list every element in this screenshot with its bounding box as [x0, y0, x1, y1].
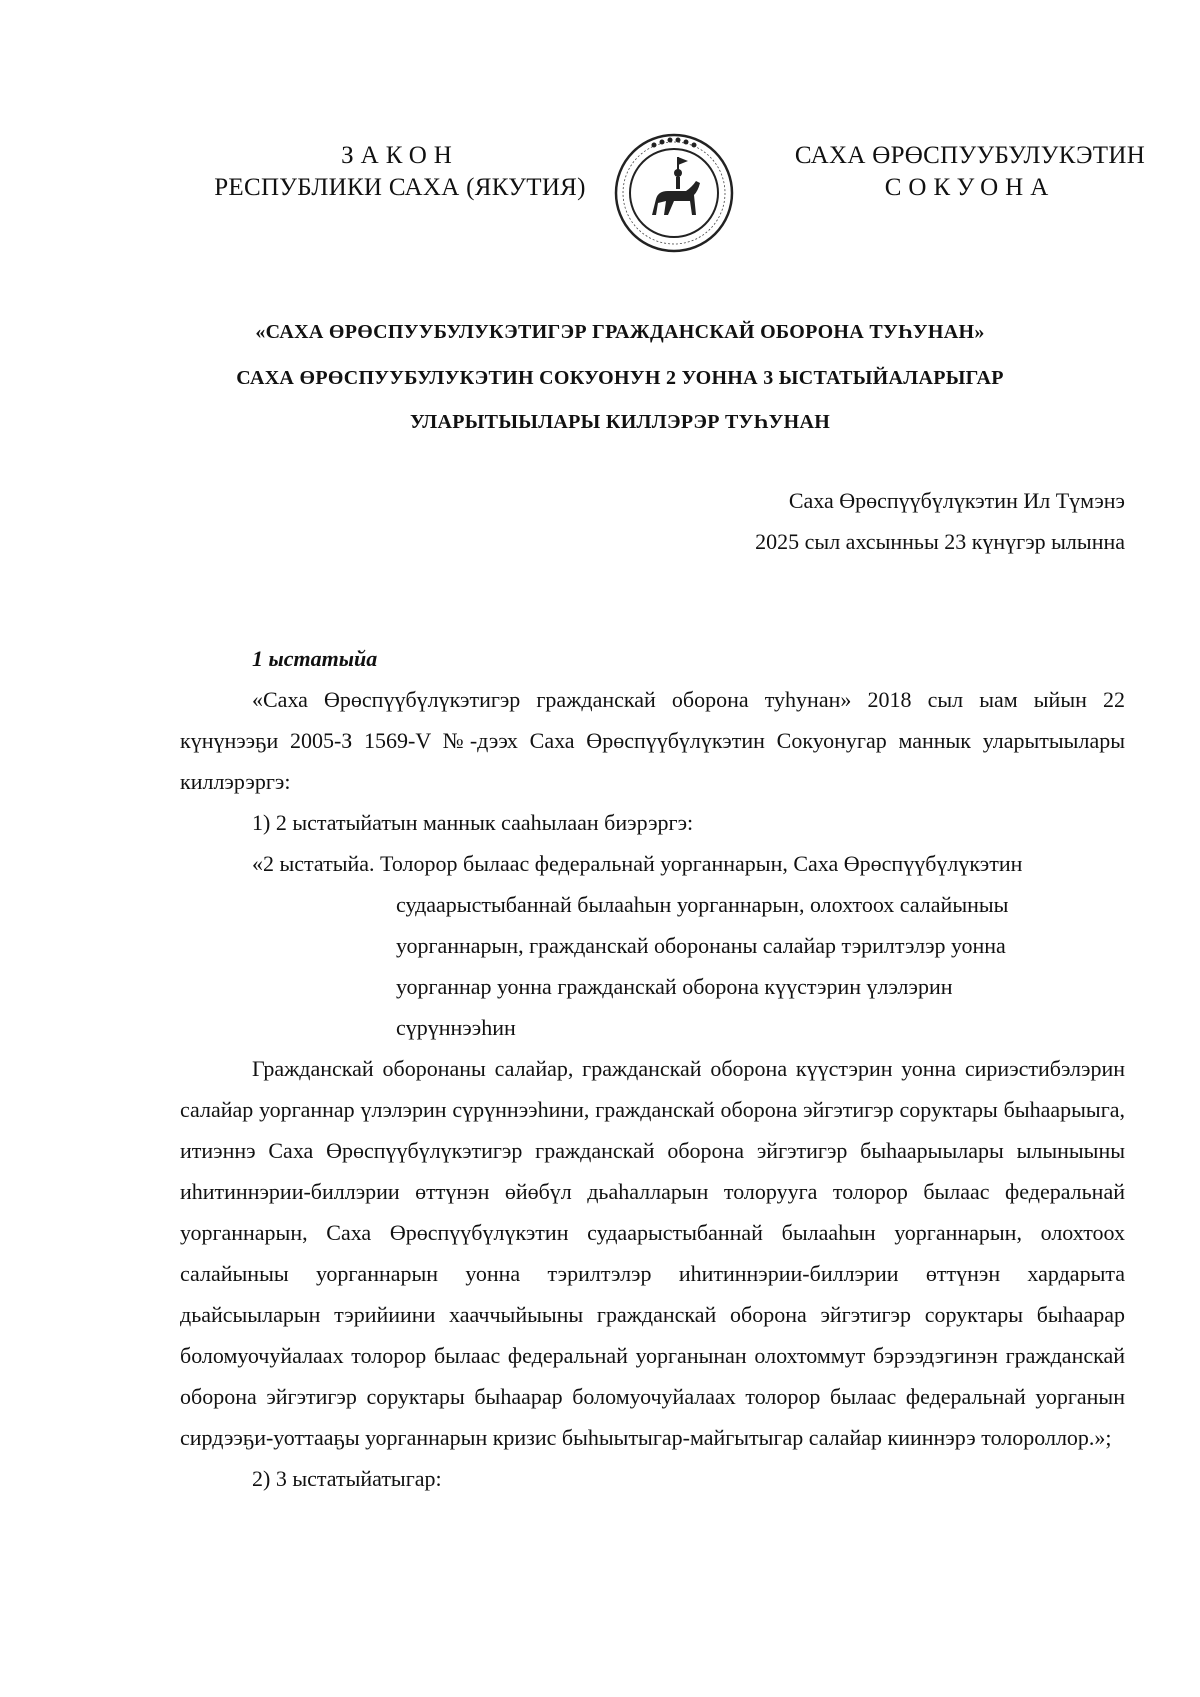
list-item-1: 1) 2 ыстатыйатын маннык сааһылаан биэрэргэ:: [252, 810, 694, 835]
law-label-sakha: СОКУОНА: [884, 174, 1056, 201]
document-body: [180, 638, 1125, 1499]
republic-name-sakha: САХА ӨРӨСПУУБУЛУКЭТИН: [794, 142, 1146, 169]
adoption-date: 2025 сыл ахсынньы 23 күнүгэр ылынна: [755, 529, 1125, 554]
header-left-block: [200, 140, 600, 204]
quote-first-line: «2 ыстатыйа. Толорор былаас федеральнай уорганнарын, Саха Өрөспүүбүлүкэтин: [252, 851, 1023, 876]
quote-line: сүрүннээһин: [396, 1015, 516, 1040]
quote-line: судаарыстыбаннай былааһын уорганнарын, олохтоох салайыныы: [396, 892, 1009, 917]
article-intro: «Саха Өрөспүүбүлүкэтигэр гражданскай оборона туһунан» 2018 сыл ыам ыйын 22 күнүнээҕи 2005-З 1569-V №-дээх Саха Өрөспүүбүлүкэтин Сокуонугар маннык уларытыылары киллэрэргэ:: [180, 687, 1125, 794]
title-line-3: УЛАРЫТЫЫЛАРЫ КИЛЛЭРЭР ТУҺУНАН: [409, 411, 831, 433]
title-line-2: САХА ӨРӨСПУУБУЛУКЭТИН СОКУОНУН 2 УОННА 3 ЫСТАТЫЙАЛАРЫГАР: [236, 367, 1004, 389]
republic-name-russian: РЕСПУБЛИКИ САХА (ЯКУТИЯ): [214, 174, 586, 201]
law-label: ЗАКОН: [341, 142, 459, 169]
quote-line: уорганнарын, гражданскай оборонаны салайар тэрилтэлэр уонна: [396, 933, 1006, 958]
sakha-coat-of-arms-icon: [612, 131, 736, 255]
body-paragraph: Гражданскай оборонаны салайар, гражданскай оборона күүстэрин уонна сириэстибэлэрин салайар уорганнар үлэлэрин сүрүннээһини, гражданскай оборона эйгэтигэр соруктары быһаарыыга, итиэннэ Саха Өрөспүүбүлүкэтигэр гражданскай оборона эйгэтигэр быһаарыылары ылыныыны иһитиннэрии-биллэрии өттүнэн өйөбүл дьаһалларын толорууга толорор былаас федеральнай уорганнарын, Саха Өрөспүүбүлүкэтин судаарыстыбаннай былааһын уорганнарын, олохтоох салайыныы уорганнарын уонна тэрилтэлэр иһитиннэрии-биллэрии өттүнэн хардарыта дьайсыыларын тэрийиини хааччыйыыны гражданскай оборона эйгэтигэр соруктары быһаарар боломуочуйалаах толорор былаас федеральнай уорганынан олохтоммут бэрээдэгинэн гражданскай оборона эйгэтигэр соруктары быһаарар боломуочуйалаах толорор былаас федеральнай уорганын сирдээҕи-уоттааҕы уорганнарын кризис быһыытыгар-майгытыгар салайар кииннэрэ толороллор.»;: [180, 1056, 1125, 1450]
quote-line: уорганнар уонна гражданскай оборона күүстэрин үлэлэрин: [396, 974, 953, 999]
title-line-1: «САХА ӨРӨСПУУБУЛУКЭТИГЭР ГРАЖДАНСКАЙ ОБОРОНА ТУҺУНАН»: [255, 321, 985, 343]
header-right-block: [790, 140, 1150, 204]
quoted-article-heading: [180, 843, 1125, 1048]
list-item-2: 2) 3 ыстатыйатыгар:: [252, 1466, 442, 1491]
adopting-body: Саха Өрөспүүбүлүкэтин Ил Түмэнэ: [788, 488, 1125, 513]
article-heading: 1 ыстатыйа: [252, 646, 378, 671]
